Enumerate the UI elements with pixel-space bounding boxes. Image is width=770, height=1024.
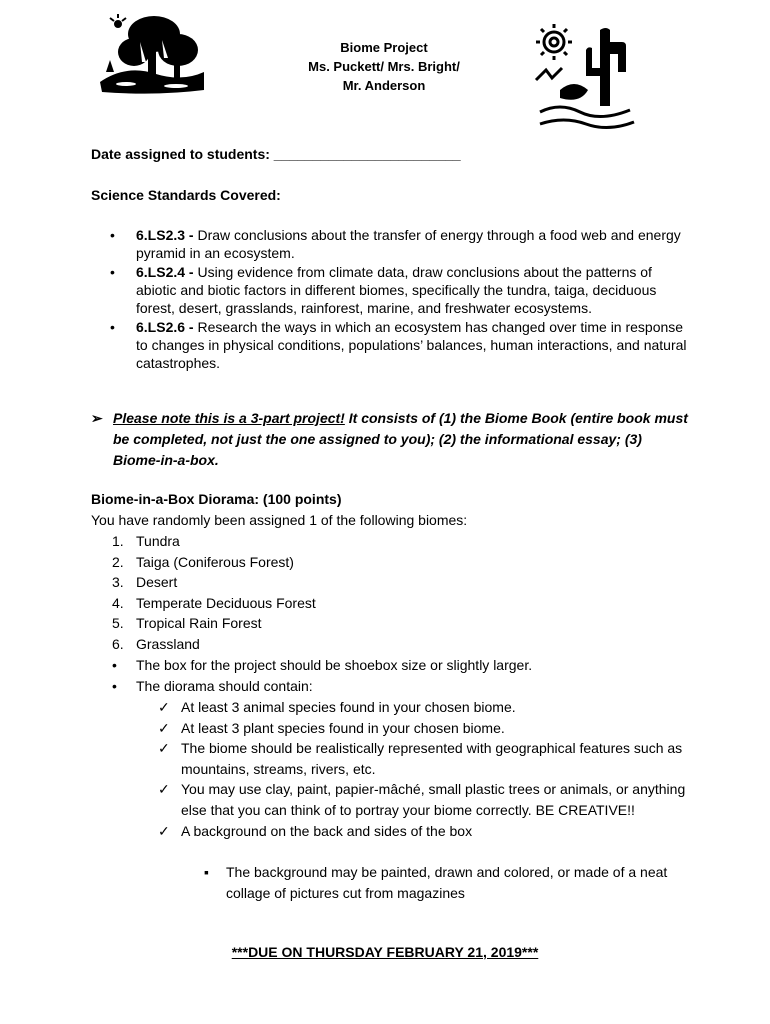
diorama-heading: Biome-in-a-Box Diorama: (100 points) <box>91 491 342 507</box>
list-item: 4. Temperate Deciduous Forest <box>112 594 316 611</box>
standard-item: • 6.LS2.4 - Using evidence from climate data, draw conclusions about the patterns of abiotic and biotic factors in different biomes, specifically the tundra, taiga, deciduous forest, desert, grasslands, rainforest, marine, and freshwater ecosystems. <box>110 264 657 316</box>
project-note <box>91 408 691 471</box>
checkmark-icon: ✓ <box>158 699 170 715</box>
checklist-item: ✓ You may use clay, paint, papier-mâché, small plastic trees or animals, or anything else that you can think of to portray your biome correctly. BE CREATIVE!! <box>158 781 686 818</box>
checklist-item: ✓ At least 3 plant species found in your chosen biome. <box>158 718 688 739</box>
list-item: 2. Taiga (Coniferous Forest) <box>112 553 294 570</box>
project-title: Biome Project <box>340 40 428 55</box>
standard-item: • 6.LS2.6 - Research the ways in which an ecosystem has changed over time in response to changes in physical conditions, populations’ balances, human interactions, and natural catastrophes. <box>110 319 687 371</box>
due-date: ***DUE ON THURSDAY FEBRUARY 21, 2019*** <box>231 944 539 960</box>
standard-item: • 6.LS2.3 - Draw conclusions about the transfer of energy through a food web and energy pyramid in an ecosystem. <box>110 227 681 261</box>
document-header <box>240 38 528 95</box>
note-emphasis: Please note this is a 3-part project! <box>113 410 345 426</box>
desert-clipart-icon <box>530 20 640 136</box>
forest-clipart-icon <box>96 12 206 96</box>
checkmark-icon: ✓ <box>158 719 170 736</box>
contain-bullet: • The diorama should contain: <box>112 678 313 694</box>
note-text: It consists of (1) the Biome Book (entire book must be completed, not just the one assigned to you); (2) the informational essay; (3) Biome-in-a-box. <box>113 410 688 468</box>
checklist-item: ✓ A background on the back and sides of the box <box>158 821 688 842</box>
checkmark-icon: ✓ <box>158 822 170 839</box>
biome-list <box>112 531 316 655</box>
checkmark-icon: ✓ <box>158 740 170 757</box>
arrow-bullet-icon: ➢ <box>91 410 103 426</box>
list-item: 5. Tropical Rain Forest <box>112 615 262 632</box>
standards-heading: Science Standards Covered: <box>91 187 281 203</box>
contents-checklist <box>158 697 688 841</box>
teachers-line-1: Ms. Puckett/ Mrs. Bright/ <box>308 59 460 74</box>
list-item: 6. Grassland <box>112 635 200 652</box>
square-bullet-icon: ▪ <box>204 864 209 880</box>
background-note: ▪ The background may be painted, drawn and colored, or made of a neat collage of pictures cut from magazines <box>204 864 668 901</box>
checklist-item: ✓ The biome should be realistically represented with geographical features such as mountains, streams, rivers, etc. <box>158 740 683 777</box>
box-size-bullet: • The box for the project should be shoebox size or slightly larger. <box>112 657 533 673</box>
standards-list <box>110 226 690 373</box>
list-item: 3. Desert <box>112 574 178 591</box>
teachers-line-2: Mr. Anderson <box>342 78 426 93</box>
checklist-item: ✓ At least 3 animal species found in your chosen biome. <box>158 697 688 718</box>
date-assigned: Date assigned to students: ________________________ <box>91 146 461 162</box>
assigned-intro: You have randomly been assigned 1 of the following biomes: <box>91 512 468 528</box>
checkmark-icon: ✓ <box>158 781 170 798</box>
list-item: 1. Tundra <box>112 533 180 549</box>
